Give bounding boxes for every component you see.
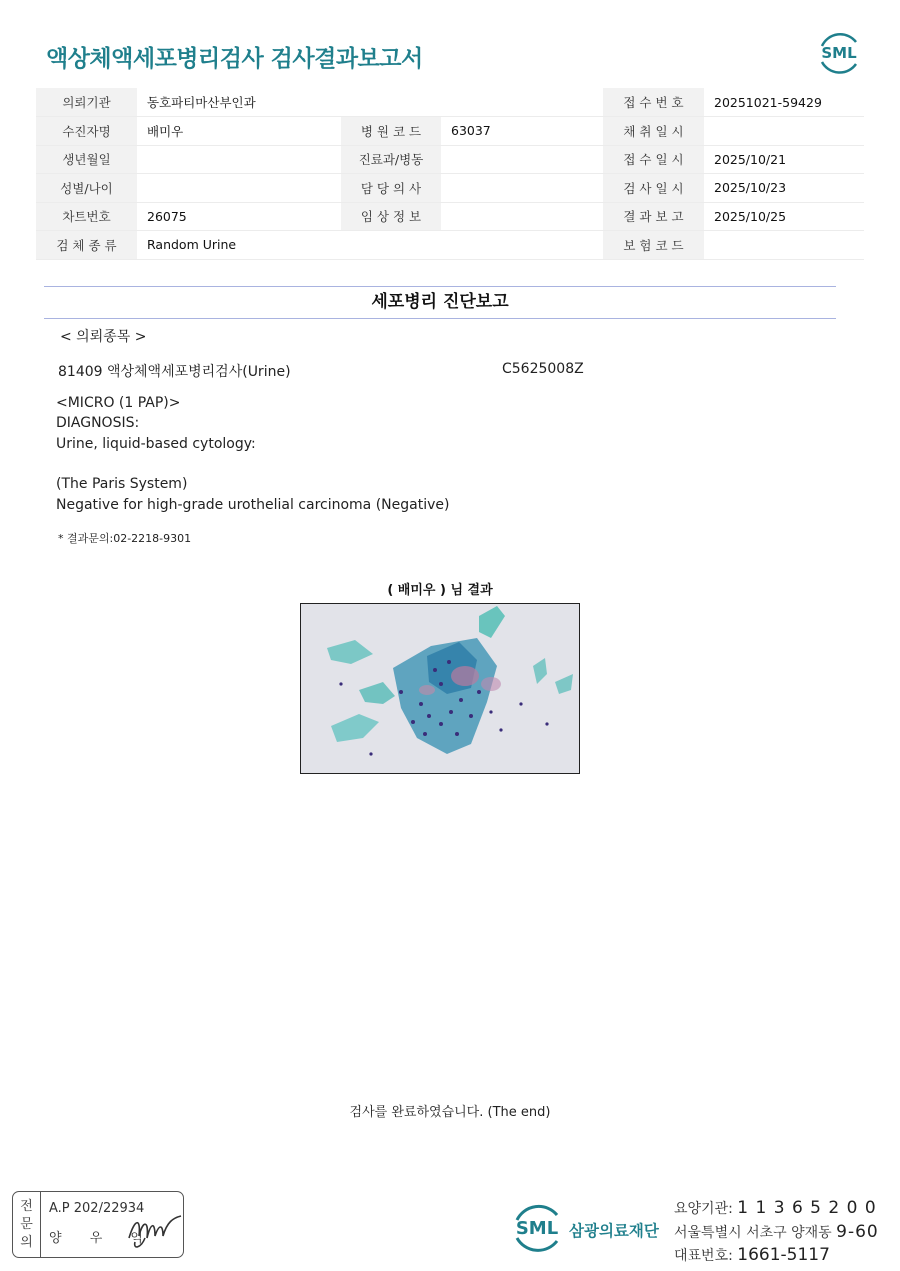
address	[674, 1222, 879, 1242]
sml-footer-logo-icon	[508, 1198, 566, 1256]
section-bottom-rule	[44, 318, 836, 319]
order-item: 81409 액상체액세포병리검사(Urine)	[58, 364, 291, 380]
info-value: 2025/10/21	[704, 145, 864, 174]
end-notice: 검사를 완료하였습니다. (The end)	[349, 1105, 551, 1120]
info-row	[36, 202, 864, 231]
pathologist-stamp	[12, 1191, 184, 1258]
info-value	[441, 174, 603, 203]
info-row	[36, 145, 864, 174]
info-label: 의뢰기관	[36, 88, 137, 117]
patient-info-table	[36, 88, 864, 260]
phone	[674, 1245, 830, 1265]
info-row	[36, 88, 864, 117]
info-label: 검 체 종 류	[36, 231, 137, 260]
info-row	[36, 174, 864, 203]
info-label: 보 험 코 드	[603, 231, 704, 260]
info-value	[704, 117, 864, 146]
sml-logo-icon	[814, 28, 864, 76]
institution-code-label: 요양기관:	[674, 1201, 733, 1217]
stamp-side-char: 의	[20, 1234, 33, 1250]
section-title: 세포병리 진단보고	[371, 292, 509, 312]
stamp-side-char: 전	[20, 1198, 33, 1214]
address-number: 9-60	[836, 1222, 879, 1242]
diagnosis-line: Urine, liquid-based cytology:	[56, 436, 256, 452]
info-value: Random Urine	[137, 231, 603, 260]
info-value: 20251021-59429	[704, 88, 864, 117]
info-value	[704, 231, 864, 260]
signature-icon	[125, 1208, 185, 1252]
stamp-side-label	[13, 1192, 41, 1257]
paris-system: (The Paris System)	[56, 476, 188, 492]
info-label: 임 상 정 보	[341, 202, 441, 231]
info-value: 26075	[137, 202, 341, 231]
institution-code	[674, 1198, 877, 1218]
info-label: 차트번호	[36, 202, 137, 231]
cytology-image	[300, 603, 580, 774]
inquiry-phone: * 결과문의:02-2218-9301	[58, 532, 192, 545]
info-label: 병 원 코 드	[341, 117, 441, 146]
info-value	[137, 174, 341, 203]
sml-logo-text: SML	[821, 44, 857, 62]
info-label: 담 당 의 사	[341, 174, 441, 203]
diagnosis-result: Negative for high-grade urothelial carcinoma (Negative)	[56, 497, 450, 513]
info-label: 결 과 보 고	[603, 202, 704, 231]
info-value: 배미우	[137, 117, 341, 146]
info-label: 채 취 일 시	[603, 117, 704, 146]
info-label: 접 수 번 호	[603, 88, 704, 117]
organization-name: 삼광의료재단	[569, 1222, 659, 1240]
info-label: 수진자명	[36, 117, 137, 146]
info-label: 접 수 일 시	[603, 145, 704, 174]
phone-number: 1661-5117	[737, 1245, 830, 1265]
info-label: 성별/나이	[36, 174, 137, 203]
micro-label: <MICRO (1 PAP)>	[56, 395, 181, 411]
info-value	[441, 202, 603, 231]
info-value: 동호파티마산부인과	[137, 88, 603, 117]
license-number: A.P 202/22934	[49, 1201, 145, 1216]
institution-code-value: 1 1 3 6 5 2 0 0	[737, 1198, 877, 1218]
stamp-side-char: 문	[20, 1216, 33, 1232]
info-row	[36, 117, 864, 146]
info-value: 2025/10/23	[704, 174, 864, 203]
info-value	[137, 145, 341, 174]
report-title: 액상체액세포병리검사 검사결과보고서	[46, 46, 423, 72]
info-label: 검 사 일 시	[603, 174, 704, 203]
info-value	[441, 145, 603, 174]
address-text: 서울특별시 서초구 양재동	[674, 1225, 832, 1241]
info-row	[36, 231, 864, 260]
sml-footer-logo-text: SML	[515, 1218, 559, 1239]
pathologist-name: 양 우 익	[49, 1231, 155, 1246]
info-value: 2025/10/25	[704, 202, 864, 231]
phone-label: 대표번호:	[674, 1248, 733, 1264]
info-value: 63037	[441, 117, 603, 146]
info-label: 진료과/병동	[341, 145, 441, 174]
order-code: C5625008Z	[502, 361, 584, 377]
diagnosis-label: DIAGNOSIS:	[56, 415, 140, 431]
info-label: 생년월일	[36, 145, 137, 174]
order-header: < 의뢰종목 >	[60, 329, 147, 345]
image-caption: ( 배미우 ) 님 결과	[387, 583, 493, 598]
